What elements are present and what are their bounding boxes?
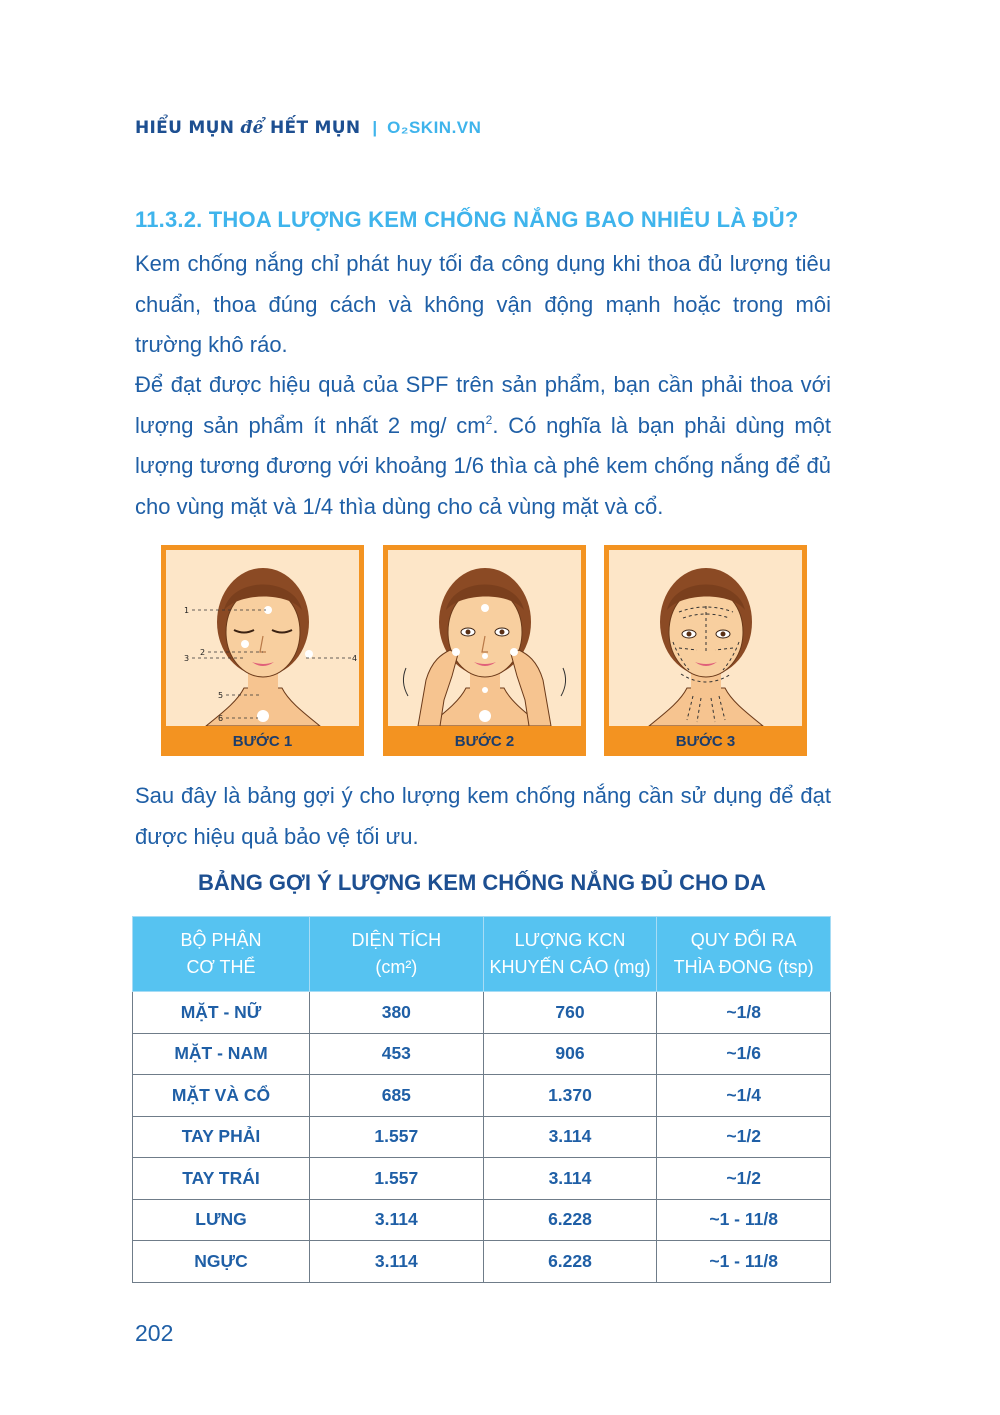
header-conversion [657,917,831,992]
step-2-panel [383,545,586,756]
cell-conversion: ~1/8 [657,992,831,1034]
brand-title [135,118,360,138]
header-separator: | [372,118,378,137]
site-name: O₂SKIN.VN [387,118,482,137]
paragraph-1: Kem chống nắng chỉ phát huy tối đa công dụng khi thoa đủ lượng tiêu chuẩn, thoa đúng cách và không vận động mạnh hoặc trong môi trường khô ráo. [135,251,831,357]
cell-conversion: ~1/6 [657,1033,831,1075]
table-title: BẢNG GỢI Ý LƯỢNG KEM CHỐNG NẮNG ĐỦ CHO DA [198,870,766,895]
header-line: DIỆN TÍCH [351,930,442,950]
cell-conversion: ~1/4 [657,1075,831,1117]
header-line: CƠ THỂ [186,957,256,977]
cell-body-part: NGỰC [133,1241,310,1283]
cell-body-part: TAY TRÁI [133,1158,310,1200]
step-3-panel [604,545,807,756]
cell-amount: 6.228 [483,1199,657,1241]
paragraph-2 [135,365,831,527]
cell-area: 1.557 [310,1116,484,1158]
cell-area: 380 [310,992,484,1034]
superscript: 2 [485,412,493,427]
cell-amount: 1.370 [483,1075,657,1117]
header-line: (cm²) [375,957,418,977]
marker-6: 6 [218,714,224,723]
section-title: 11.3.2. THOA LƯỢNG KEM CHỐNG NẮNG BAO NHIÊU LÀ ĐỦ? [135,207,799,232]
table-row [133,1033,831,1075]
cell-conversion: ~1 - 11/8 [657,1199,831,1241]
marker-3: 3 [184,654,190,663]
paragraph-3: Sau đây là bảng gợi ý cho lượng kem chống nắng cần sử dụng để đạt được hiệu quả bảo vệ tối ưu. [135,783,831,849]
header-amount [483,917,657,992]
table-row [133,992,831,1034]
step-3-image [609,550,802,726]
cell-amount: 6.228 [483,1241,657,1283]
face-illustration-step-3 [609,550,802,726]
cell-amount: 3.114 [483,1158,657,1200]
step-2-label: BƯỚC 2 [454,733,515,750]
table-row [133,1241,831,1283]
step-2-image [388,550,581,726]
step-1-label: BƯỚC 1 [232,733,293,750]
cell-area: 685 [310,1075,484,1117]
table-row [133,1199,831,1241]
header-body-part [133,917,310,992]
running-header [135,116,481,140]
cell-conversion: ~1 - 11/8 [657,1241,831,1283]
header-line: THÌA ĐONG (tsp) [673,957,814,977]
header-line: BỘ PHẬN [180,930,262,950]
cell-area: 1.557 [310,1158,484,1200]
marker-5: 5 [218,691,224,700]
marker-4: 4 [352,654,358,663]
cell-amount: 906 [483,1033,657,1075]
header-line: QUY ĐỔI RA [690,930,797,950]
cell-body-part: MẶT - NỮ [133,992,310,1034]
cell-amount: 3.114 [483,1116,657,1158]
header-area [310,917,484,992]
step-illustrations [161,545,807,757]
table-row [133,1158,831,1200]
step-3-label: BƯỚC 3 [675,733,736,750]
cell-body-part: MẶT - NAM [133,1033,310,1075]
cell-body-part: MẶT VÀ CỔ [133,1075,310,1117]
table-row [133,1075,831,1117]
header-line: LƯỢNG KCN [514,930,626,950]
cell-body-part: TAY PHẢI [133,1116,310,1158]
cell-area: 3.114 [310,1241,484,1283]
table-header-row [133,917,831,992]
paragraph-2-part-a: Để đạt được hiệu quả của SPF trên sản phẩm, bạn cần phải thoa với lượng sản phẩm ít nhất 2 mg/ cm [135,372,831,438]
header-line: KHUYẾN CÁO (mg) [489,957,651,977]
brand-part2: để [240,118,264,138]
marker-1: 1 [184,606,190,615]
marker-2: 2 [200,648,206,657]
sunscreen-table [132,916,831,1283]
table-row [133,1116,831,1158]
cell-conversion: ~1/2 [657,1158,831,1200]
cell-body-part: LƯNG [133,1199,310,1241]
face-illustration-step-2 [388,550,581,726]
cell-amount: 760 [483,992,657,1034]
step-1-image [166,550,359,726]
step-1-panel [161,545,364,756]
cell-area: 3.114 [310,1199,484,1241]
brand-part3: HẾT MỤN [263,118,361,138]
page-number: 202 [135,1320,174,1346]
paragraph-2-part-b: . Có nghĩa là bạn phải dùng một lượng tương đương với khoảng 1/6 thìa cà phê kem chống nắng để đủ cho vùng mặt và 1/4 thìa dùng cho cả vùng mặt và cổ. [135,412,831,519]
cell-conversion: ~1/2 [657,1116,831,1158]
cell-area: 453 [310,1033,484,1075]
face-illustration-step-1 [166,550,359,726]
brand-part1: HIỂU MỤN [135,118,241,138]
